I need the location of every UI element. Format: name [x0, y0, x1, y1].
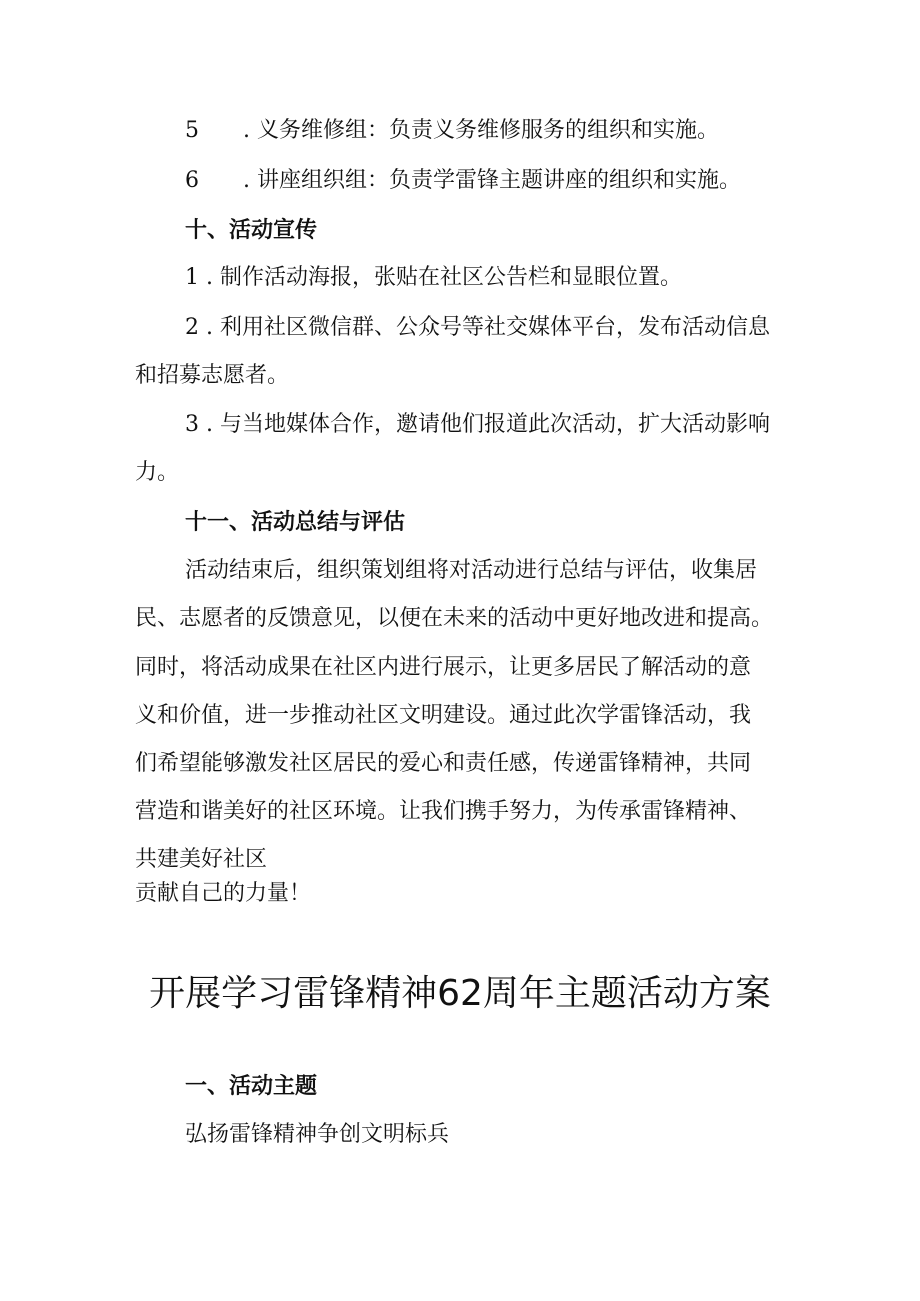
- list-item: [185, 166, 741, 196]
- item-number: 6: [185, 168, 199, 193]
- section-heading: 一、活动主题: [185, 1073, 318, 1099]
- list-item: [185, 116, 719, 146]
- paragraph-line: 同时，将活动成果在社区内进行展示，让更多居民了解活动的意: [135, 655, 752, 680]
- paragraph-line: 3 . 与当地媒体合作，邀请他们报道此次活动，扩大活动影响: [185, 412, 770, 437]
- paragraph-line: 共建美好社区: [135, 847, 268, 872]
- section-heading: 十、活动宣传: [185, 217, 318, 243]
- paragraph-line: 们希望能够激发社区居民的爱心和责任感，传递雷锋精神，共同: [135, 751, 752, 776]
- paragraph-line: 贡献自己的力量！: [135, 881, 312, 906]
- item-text: . 义务维修组：负责义务维修服务的组织和实施。: [243, 118, 719, 143]
- paragraph-line: 和招募志愿者。: [135, 363, 290, 388]
- item-text: . 讲座组织组：负责学雷锋主题讲座的组织和实施。: [243, 168, 741, 193]
- paragraph-line: 民、志愿者的反馈意见，以便在未来的活动中更好地改进和提高。: [135, 606, 774, 631]
- item-number: 5: [185, 118, 199, 143]
- paragraph-line: 义和价值，进一步推动社区文明建设。通过此次学雷锋活动，我: [135, 703, 752, 728]
- paragraph-line: 1 . 制作活动海报，张贴在社区公告栏和显眼位置。: [185, 265, 682, 290]
- paragraph-line: 力。: [135, 460, 180, 485]
- paragraph-line: 弘扬雷锋精神争创文明标兵: [185, 1122, 450, 1147]
- paragraph-line: 营造和谐美好的社区环境。让我们携手努力，为传承雷锋精神、: [135, 799, 752, 824]
- section-heading: 十一、活动总结与评估: [185, 509, 406, 535]
- document-title: 开展学习雷锋精神62周年主题活动方案: [149, 973, 771, 1014]
- paragraph-line: 2 . 利用社区微信群、公众号等社交媒体平台，发布活动信息: [185, 315, 770, 340]
- paragraph-line: 活动结束后，组织策划组将对活动进行总结与评估，收集居: [185, 558, 758, 583]
